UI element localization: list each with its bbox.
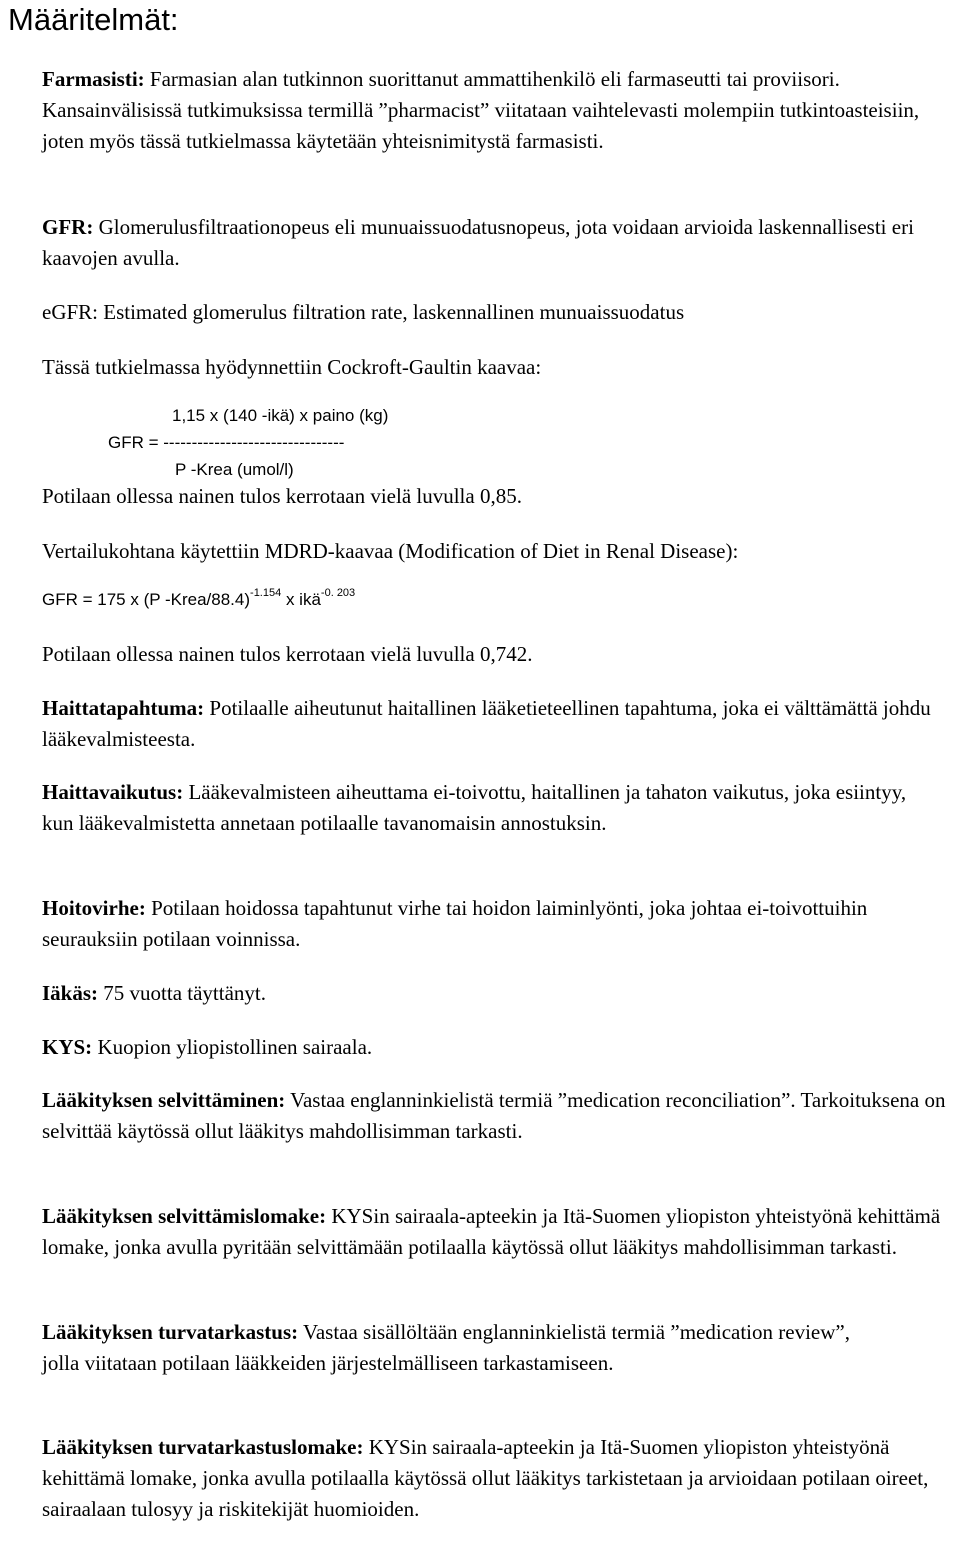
definition-text: Vastaa englanninkielistä termiä ”medication reconciliation”. Tarkoituksena on selvittää käytössä ollut lääkitys mahdollisimman tarkasti.	[42, 1088, 946, 1143]
definition-haittavaikutus	[42, 777, 922, 839]
definition-term: Haittavaikutus:	[42, 780, 184, 804]
page-title: Määritelmät:	[8, 2, 179, 37]
definition-gfr	[42, 212, 960, 274]
mdrd-exponent-age: -0. 203	[320, 587, 356, 599]
definition-text: Vastaa sisällöltään englanninkielistä termiä ”medication review”, jolla viitataan potilaan lääkkeiden järjestelmälliseen tarkastamiseen.	[42, 1320, 850, 1375]
definition-text: Farmasian alan tutkinnon suorittanut ammattihenkilö eli farmaseutti tai proviisori. Kansainvälisissä tutkimuksissa termillä ”pharmacist” viitataan vaihtelevasti molempiin tutkintoasteisiin, joten myös tässä tutkielmassa käytetään yhteisnimitystä farmasisti.	[42, 67, 920, 153]
definition-text: Lääkevalmisteen aiheuttama ei-toivottu, haitallinen ja tahaton vaikutus, joka esiintyy, kun lääkevalmistetta annetaan potilaalle tavanomaisin annostuksin.	[42, 780, 907, 835]
definition-kys	[42, 1032, 960, 1063]
definition-haittatapahtuma	[42, 693, 932, 755]
mdrd-intro-text: Vertailukohtana käytettiin MDRD-kaavaa (Modification of Diet in Renal Disease):	[42, 539, 739, 563]
definition-selvittamislomake	[42, 1201, 960, 1263]
definition-term: Farmasisti:	[42, 67, 145, 91]
definition-text: Potilaan hoidossa tapahtunut virhe tai hoidon laiminlyönti, joka johtaa ei-toivottuihin seurauksiin potilaan voinnissa.	[42, 896, 868, 951]
definition-term: GFR:	[42, 215, 94, 239]
definition-text: 75 vuotta täyttänyt.	[98, 981, 267, 1005]
mdrd-formula-base: GFR = 175 x (P -Krea/88.4)	[42, 590, 251, 609]
definition-term: Iäkäs:	[42, 981, 99, 1005]
mdrd-female-note	[42, 639, 960, 670]
definition-text: Potilaalle aiheutunut haitallinen lääketieteellinen tapahtuma, joka ei välttämättä johdu lääkevalmisteesta.	[42, 696, 931, 751]
definition-term: Lääkityksen turvatarkastuslomake:	[42, 1435, 364, 1459]
definition-term: Lääkityksen turvatarkastus:	[42, 1320, 299, 1344]
cockroft-numerator: 1,15 x (140 -ikä) x paino (kg)	[172, 406, 389, 425]
definition-turvatarkastuslomake	[42, 1432, 937, 1525]
definition-term: Lääkityksen selvittäminen:	[42, 1088, 286, 1112]
definition-egfr	[42, 297, 960, 328]
definition-term: Haittatapahtuma:	[42, 696, 205, 720]
definition-selvittaminen	[42, 1085, 952, 1147]
definition-farmasisti	[42, 64, 958, 157]
mdrd-intro	[42, 536, 960, 567]
cockroft-intro	[42, 352, 960, 383]
cockroft-fraction-line: GFR = --------------------------------	[108, 433, 345, 452]
definition-text: eGFR: Estimated glomerulus filtration rate, laskennallinen munuaissuodatus	[42, 300, 685, 324]
definition-turvatarkastus	[42, 1317, 872, 1379]
definition-text: Kuopion yliopistollinen sairaala.	[92, 1035, 373, 1059]
definition-hoitovirhe	[42, 893, 952, 955]
definition-text: Glomerulusfiltraationopeus eli munuaissuodatusnopeus, jota voidaan arvioida laskennallisesti eri kaavojen avulla.	[42, 215, 914, 270]
definition-text: KYSin sairaala-apteekin ja Itä-Suomen yliopiston yhteistyönä kehittämä lomake, jonka avulla potilaalla käytössä ollut lääkitys tarkistetaan ja arvioidaan potilaan oireet, sairaalaan tulosyy ja riskitekijät huomioiden.	[42, 1435, 929, 1521]
definition-text: KYSin sairaala-apteekin ja Itä-Suomen yliopiston yhteistyönä kehittämä lomake, jonka avulla pyritään selvittämään potilaalla käytössä ollut lääkitys mahdollisimman tarkasti.	[42, 1204, 941, 1259]
definition-term: Lääkityksen selvittämislomake:	[42, 1204, 327, 1228]
definition-term: KYS:	[42, 1035, 93, 1059]
mdrd-formula-age: x ikä	[281, 590, 321, 609]
definition-term: Hoitovirhe:	[42, 896, 146, 920]
cockroft-denominator: P -Krea (umol/l)	[175, 460, 294, 479]
cockroft-female-note	[42, 481, 960, 512]
cockroft-female-text: Potilaan ollessa nainen tulos kerrotaan vielä luvulla 0,85.	[42, 484, 522, 508]
mdrd-female-text: Potilaan ollessa nainen tulos kerrotaan vielä luvulla 0,742.	[42, 642, 533, 666]
definition-iakas	[42, 978, 960, 1009]
mdrd-exponent-krea: -1.154	[250, 587, 282, 599]
mdrd-formula	[42, 588, 355, 612]
cockroft-intro-text: Tässä tutkielmassa hyödynnettiin Cockroft-Gaultin kaavaa:	[42, 355, 542, 379]
